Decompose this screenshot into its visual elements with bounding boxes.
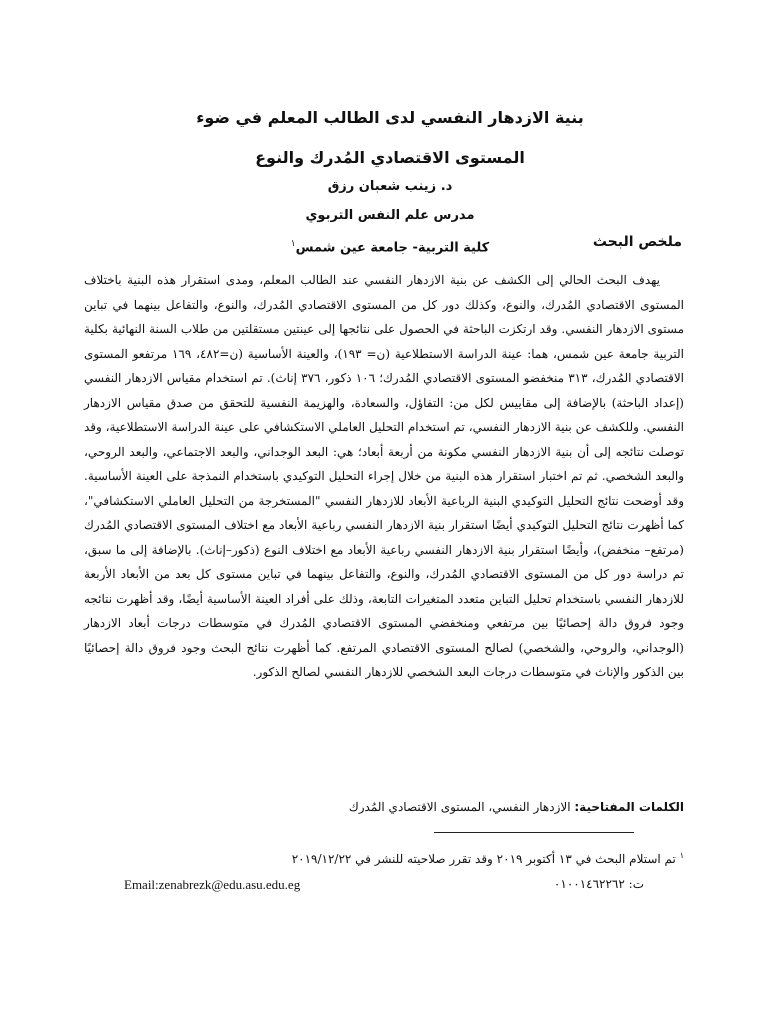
abstract-paragraph: يهدف البحث الحالي إلى الكشف عن بنية الازدهار النفسي عند الطالب المعلم، ومدى استقرار هذه البنية باختلاف المستوى الاقتصادي المُدرك، والنوع، وكذلك دور كل من المستوى الاقتصادي المُدرك، والنوع، والتفاعل بينهما في تباين مستوى الازدهار النفسي. وقد ارتكزت الباحثة في الحصول على نتائجها إلى عينتين مستقلتين من طلاب السنة النهائية بكلية التربية جامعة عين شمس، هما: عينة الدراسة الاستطلاعية (ن= ١٩٣)، والعينة الأساسية (ن=٤٨٢، ١٦٩ مرتفعو المستوى الاقتصادي المُدرك، ٣١٣ منخفضو المستوى الاقتصادي المُدرك؛ ١٠٦ ذكور، ٣٧٦ إناث). تم استخدام مقياس الازدهار النفسي (إعداد الباحثة) بالإضافة إلى مقاييس لكل من: التفاؤل، والسعادة، والهزيمة النفسية للتحقق من صدق مقياس الازدهار النفسي. وللكشف عن بنية الازدهار النفسي، تم استخدام التحليل العاملي الاستكشافي على عينة الدراسة الاستطلاعية، وقد توصلت نتائجه إلى أن بنية الازدهار النفسي مكونة من أربعة أبعاد؛ هي: البعد الوجداني، والبعد الاجتماعي، والبعد الروحي، والبعد الشخصي. ثم تم اختبار استقرار هذه البنية من خلال إجراء التحليل التوكيدي باستخدام النمذجة على العينة الأساسية. وقد أوضحت نتائج التحليل التوكيدي البنية الرباعية الأبعاد للازدهار النفسي "المستخرجة من التحليل العاملي الاستكشافي"، كما أظهرت نتائج التحليل التوكيدي أيضًا استقرار بنية الازدهار النفسي رباعية الأبعاد مع اختلاف المستوى الاقتصادي المُدرك (مرتفع– منخفض)، وأيضًا استقرار بنية الازدهار النفسي رباعية الأبعاد مع اختلاف النوع (ذكور–إناث). بالإضافة إلى ما سبق، تم دراسة دور كل من المستوى الاقتصادي المُدرك، والنوع، والتفاعل بينهما في تباين مستوى كل بعد من الأبعاد الأربعة للازدهار النفسي باستخدام تحليل التباين متعدد المتغيرات التابعة، وذلك على أفراد العينة الأساسية أيضًا، وقد أظهرت نتائجه وجود فروق دالة إحصائيًا بين مرتفعي ومنخفضي المستوى الاقتصادي المُدرك في متوسطات درجات أبعاد الازدهار (الوجداني، والروحي، والشخصي) لصالح المستوى الاقتصادي المرتفع. كما أظهرت نتائج البحث وجود فروق دالة إحصائيًا بين الذكور والإناث في متوسطات درجات البعد الشخصي للازدهار النفسي لصالح الذكور.: [84, 273, 685, 679]
phone-label: ت:: [628, 877, 644, 891]
keywords-label: الكلمات المفتاحية:: [574, 800, 684, 814]
abstract-heading: ملخص البحث: [592, 234, 682, 250]
footnote-marker: ١: [679, 851, 684, 860]
author-block: [200, 172, 580, 259]
email-link[interactable]: Email:zenabrezk@edu.asu.edu.eg: [124, 877, 301, 892]
keywords: [84, 795, 684, 819]
footnote-text: تم استلام البحث في ١٣ أكتوبر ٢٠١٩ وقد تقرر صلاحيته للنشر في ٢٠١٩/١٢/٢٢: [291, 852, 676, 866]
title-line-2: المستوى الاقتصادي المُدرك والنوع: [255, 148, 525, 167]
paper-title: [150, 98, 630, 178]
author-name: د. زينب شعبان رزق: [327, 179, 453, 194]
contact-row: [124, 877, 644, 899]
footnote: [84, 846, 684, 869]
footnote-reference: ١: [290, 239, 296, 249]
title-line-1: بنية الازدهار النفسي لدى الطالب المعلم في ضوء: [196, 108, 584, 127]
phone: [554, 877, 644, 891]
abstract-body: [84, 268, 684, 685]
footnote-divider: [434, 832, 634, 833]
author-position: مدرس علم النفس التربوي: [305, 208, 475, 223]
author-affiliation: كلية التربية- جامعة عين شمس: [295, 240, 490, 256]
author-affiliation-line: [200, 230, 580, 259]
phone-number: ٠١٠٠١٤٦٢٢٦٢: [553, 877, 625, 891]
keywords-text: الازدهار النفسي، المستوى الاقتصادي المُدرك: [348, 800, 571, 814]
